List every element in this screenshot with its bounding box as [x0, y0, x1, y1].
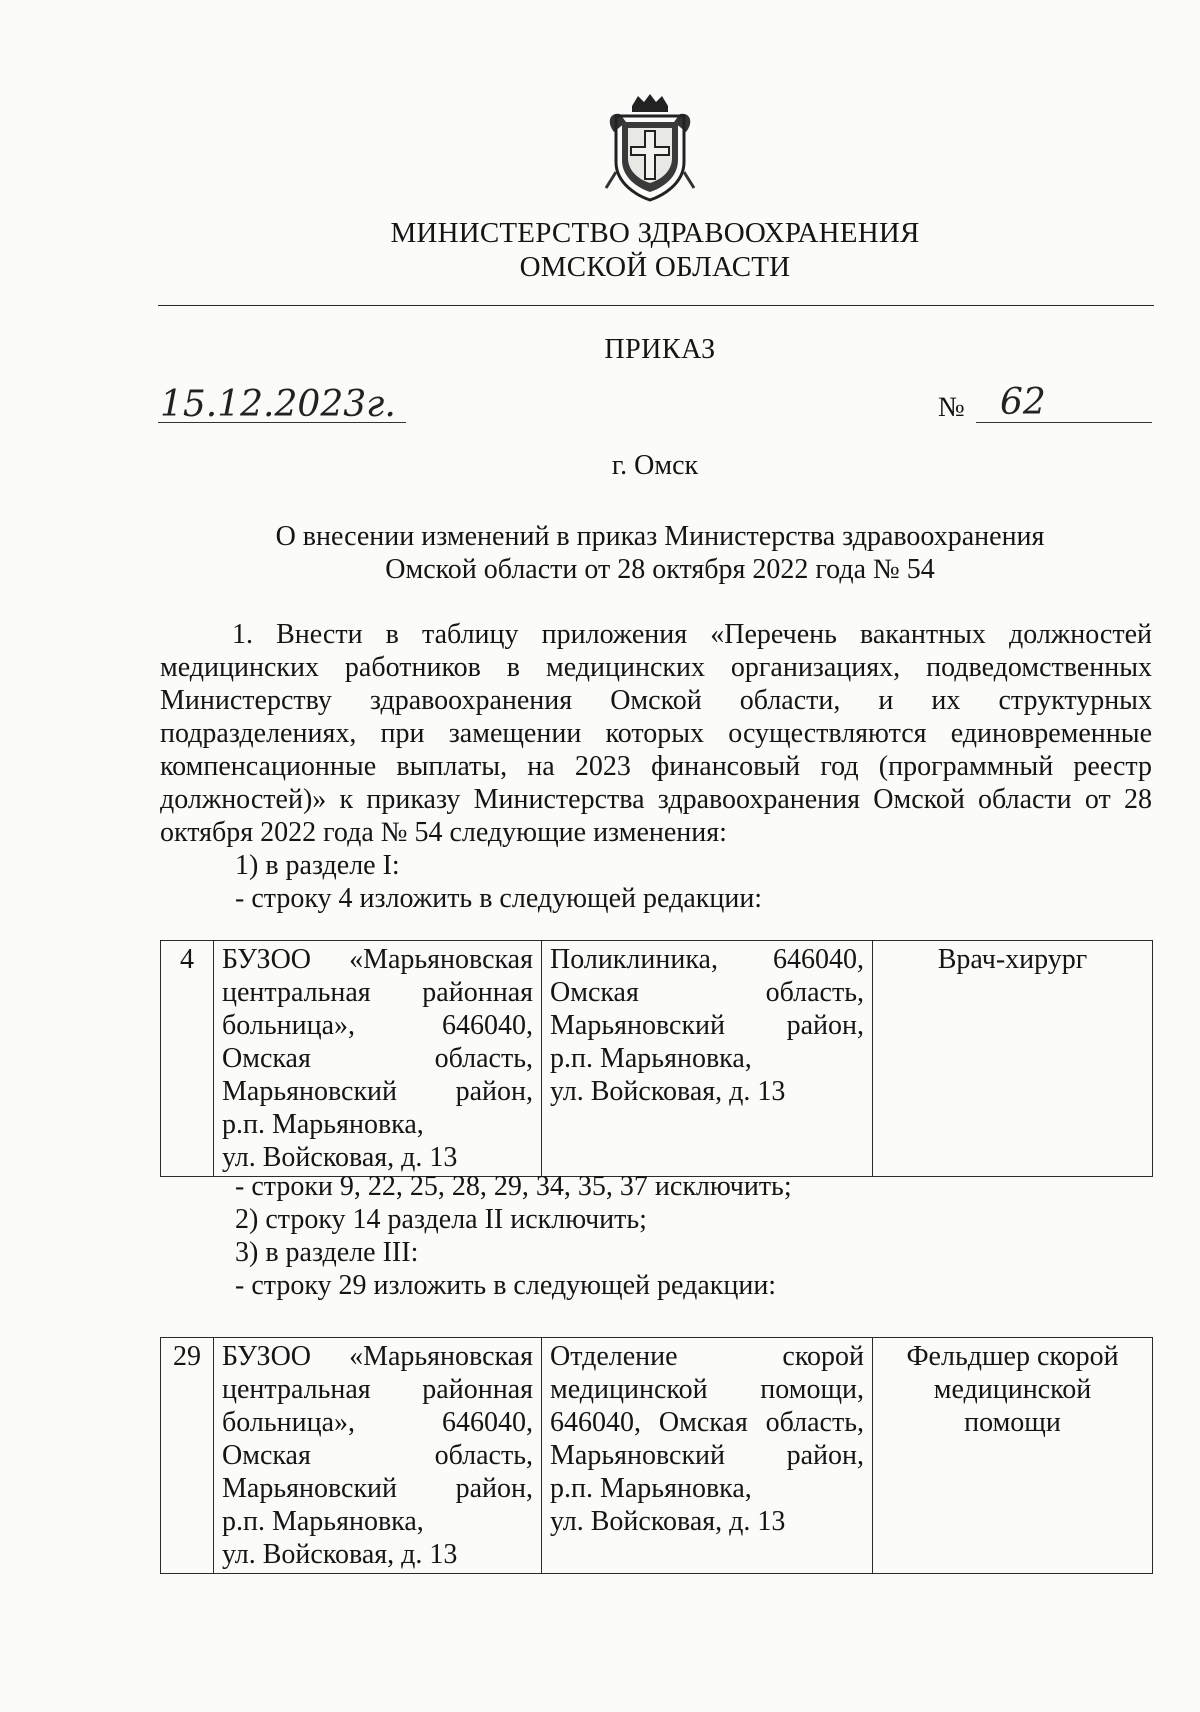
coat-of-arms-emblem — [602, 92, 698, 202]
org-line: больница», 646040, — [222, 1407, 533, 1438]
org-line: Омская область, — [222, 1043, 533, 1074]
item-3-sub: - строку 29 изложить в следующей редакции: — [235, 1270, 777, 1301]
unit-line: 646040, Омская область, — [550, 1407, 864, 1438]
position-cell: Врач-хирург — [873, 941, 1153, 1177]
ministry-name-line1: МИНИСТЕРСТВО ЗДРАВООХРАНЕНИЯ — [390, 217, 920, 249]
position-line: Фельдшер скорой — [906, 1341, 1119, 1372]
org-line: БУЗОО «Марьяновская — [222, 1341, 533, 1372]
subject-heading — [0, 520, 1200, 586]
unit-line: Отделение скорой — [550, 1341, 864, 1372]
item-2: 2) строку 14 раздела II исключить; — [235, 1204, 647, 1235]
replacement-table-row-29 — [160, 1337, 1153, 1574]
handwritten-date: 15.12.2023г. — [160, 384, 396, 425]
unit-line: р.п. Марьяновка, — [550, 1473, 752, 1504]
organization-cell — [214, 1338, 542, 1574]
row-number: 29 — [161, 1338, 214, 1574]
unit-line: Омская область, — [550, 977, 864, 1008]
replacement-table-row-4 — [160, 940, 1153, 1177]
org-line: больница», 646040, — [222, 1010, 533, 1041]
position-line: медицинской — [933, 1374, 1092, 1405]
document-type-title: ПРИКАЗ — [604, 334, 716, 365]
position-line: помощи — [964, 1407, 1061, 1438]
org-line: р.п. Марьяновка, — [222, 1506, 424, 1537]
unit-cell — [542, 941, 873, 1177]
organization-cell — [214, 941, 542, 1177]
main-paragraph-text: 1. Внести в таблицу приложения «Перечень вакантных должностей медицинских работников в медицинских организациях, подведомственных Министерству здравоохранения Омской области, и их структурных подразделениях, при замещении которых осуществляются единовременные компенсационные выплаты, на 2023 финансовый год (программный реестр должностей)» к приказу Министерства здравоохранения Омской области от 28 октября 2022 года № 54 следующие изменения: — [160, 619, 1152, 848]
item-1: 1) в разделе I: — [235, 850, 400, 881]
row-number: 4 — [161, 941, 214, 1177]
table-row — [161, 941, 1153, 1177]
unit-line: Марьяновский район, — [550, 1010, 864, 1041]
ministry-name-line2: ОМСКОЙ ОБЛАСТИ — [519, 251, 791, 283]
org-line: р.п. Марьяновка, — [222, 1109, 424, 1140]
unit-cell — [542, 1338, 873, 1574]
unit-line: ул. Войсковая, д. 13 — [550, 1076, 786, 1107]
unit-line: медицинской помощи, — [550, 1374, 864, 1405]
header-divider — [158, 305, 1154, 306]
org-line: центральная районная — [222, 1374, 533, 1405]
item-3: 3) в разделе III: — [235, 1237, 419, 1268]
org-line: центральная районная — [222, 977, 533, 1008]
main-paragraph — [160, 618, 1152, 849]
position-cell — [873, 1338, 1153, 1574]
org-line: Марьяновский район, — [222, 1076, 533, 1107]
org-line: ул. Войсковая, д. 13 — [222, 1142, 458, 1173]
number-underline — [976, 422, 1152, 423]
number-sign: № — [938, 392, 965, 423]
unit-line: Марьяновский район, — [550, 1440, 864, 1471]
unit-line: Поликлиника, 646040, — [550, 944, 864, 975]
org-line: ул. Войсковая, д. 13 — [222, 1539, 458, 1570]
date-underline — [158, 422, 406, 423]
unit-line: р.п. Марьяновка, — [550, 1043, 752, 1074]
item-1-exclude: - строки 9, 22, 25, 28, 29, 34, 35, 37 исключить; — [235, 1171, 792, 1202]
subject-line2: Омской области от 28 октября 2022 года № 54 — [385, 554, 935, 585]
org-line: БУЗОО «Марьяновская — [222, 944, 533, 975]
org-line: Марьяновский район, — [222, 1473, 533, 1504]
unit-line: ул. Войсковая, д. 13 — [550, 1506, 786, 1537]
org-line: Омская область, — [222, 1440, 533, 1471]
table-row — [161, 1338, 1153, 1574]
item-1-sub: - строку 4 изложить в следующей редакции: — [235, 883, 763, 914]
subject-line1: О внесении изменений в приказ Министерства здравоохранения — [275, 521, 1045, 552]
handwritten-number: 62 — [1000, 382, 1046, 423]
city-line: г. Омск — [611, 450, 699, 481]
